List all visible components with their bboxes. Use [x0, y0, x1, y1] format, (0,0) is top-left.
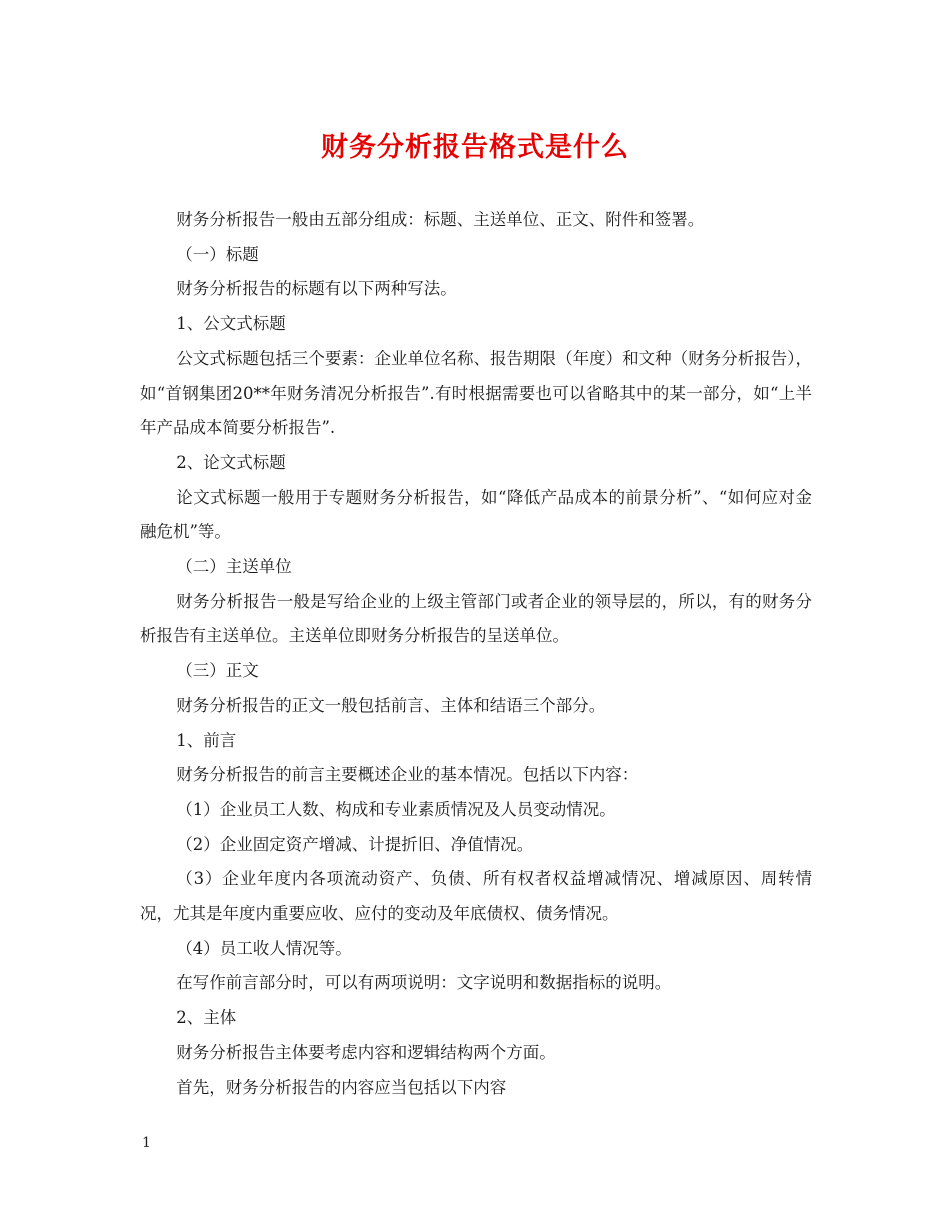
- document-title: 财务分析报告格式是什么: [321, 132, 629, 163]
- paragraph: 财务分析报告的标题有以下两种写法。: [176, 279, 457, 299]
- paragraph: 财务分析报告主体要考虑内容和逻辑结构两个方面。: [176, 1042, 556, 1062]
- list-item: （1）企业员工人数、构成和专业素质情况及人员变动情况。: [176, 799, 616, 819]
- subsection-heading: 1、前言: [176, 730, 237, 750]
- subsection-heading: 2、论文式标题: [176, 452, 286, 472]
- section-heading: （三）正文: [176, 661, 259, 681]
- paragraph: 财务分析报告的正文一般包括前言、主体和结语三个部分。: [176, 695, 606, 715]
- paragraph: 首先，财务分析报告的内容应当包括以下内容: [176, 1077, 507, 1097]
- paragraph: 论文式标题一般用于专题财务分析报告，如“降低产品成本的前景分析”、“如何应对金融危机”等。: [140, 487, 812, 542]
- list-item: （2）企业固定资产增减、计提折旧、净值情况。: [176, 834, 534, 854]
- section-heading: （一）标题: [176, 244, 259, 264]
- page-number: 1: [142, 1135, 151, 1151]
- paragraph: 财务分析报告一般由五部分组成：标题、主送单位、正文、附件和签署。: [176, 210, 705, 229]
- paragraph: 财务分析报告一般是写给企业的上级主管部门或者企业的领导层的，所以，有的财务分析报告有主送单位。主送单位即财务分析报告的呈送单位。: [140, 591, 812, 646]
- list-item: （4）员工收人情况等。: [176, 938, 352, 958]
- subsection-heading: 2、主体: [176, 1008, 237, 1028]
- paragraph: 公文式标题包括三个要素：企业单位名称、报告期限（年度）和文种（财务分析报告），如“首钢集团20**年财务清况分析报告”.有时根据需要也可以省略其中的某一部分，如“上半年产品成本简要分析报告”.: [140, 348, 812, 438]
- document-body: [140, 203, 812, 1105]
- list-item: （3）企业年度内各项流动资产、负债、所有权者权益增减情况、增减原因、周转情况，尤其是年度内重要应收、应付的变动及年底债权、债务情况。: [140, 869, 812, 924]
- subsection-heading: 1、公文式标题: [176, 314, 286, 334]
- paragraph: 财务分析报告的前言主要概述企业的基本情况。包括以下内容：: [176, 765, 639, 785]
- paragraph: 在写作前言部分时，可以有两项说明：文字说明和数据指标的说明。: [176, 973, 672, 993]
- section-heading: （二）主送单位: [176, 557, 292, 577]
